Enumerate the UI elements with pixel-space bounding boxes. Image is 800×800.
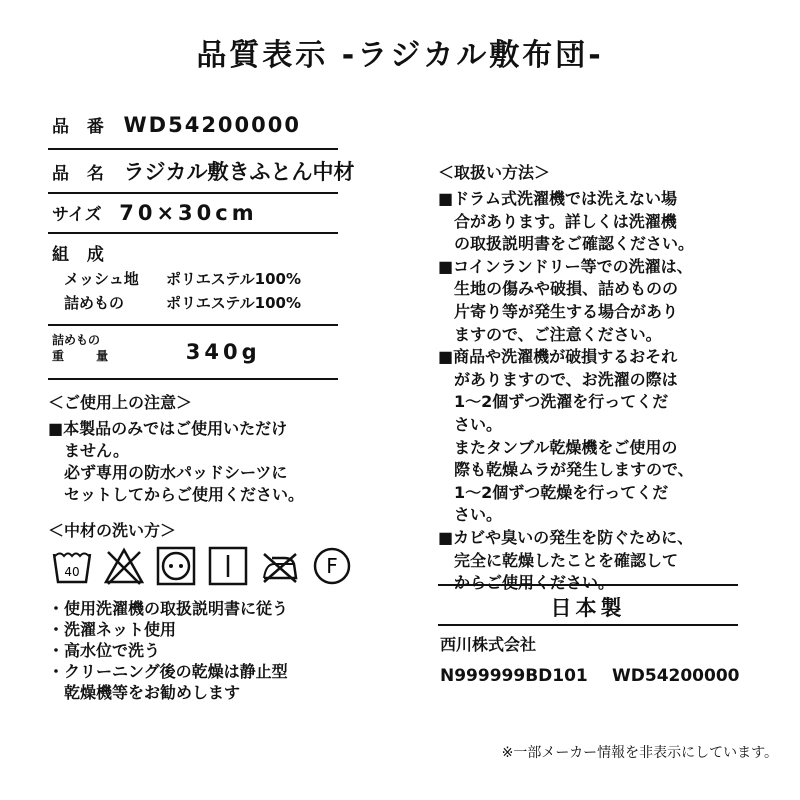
care-symbols [52, 546, 352, 586]
no-bleach-icon [104, 546, 144, 586]
wash-40-icon [52, 546, 92, 586]
divider [48, 148, 338, 150]
composition-part: 詰めもの [64, 294, 125, 312]
composition-item [64, 268, 301, 289]
divider [48, 192, 338, 194]
tumble-dry-icon [156, 546, 196, 586]
composition-material: ポリエステル100% [166, 294, 301, 312]
part-number-value: WD54200000 [123, 113, 301, 137]
composition-item [64, 292, 301, 313]
composition-row [52, 240, 110, 265]
dry-clean-f-icon [312, 546, 352, 586]
product-name-value: ラジカル敷きふとん中材 [123, 160, 355, 184]
line-dry-icon [208, 546, 248, 586]
divider [48, 378, 338, 380]
divider [48, 324, 338, 326]
washing-heading: ＜中材の洗い方＞ [48, 521, 177, 540]
weight-value: 340g [185, 340, 261, 364]
washing-instructions: ・使用洗濯機の取扱説明書に従う ・洗濯ネット使用 ・高水位で洗う ・クリーニング後の乾燥は静止型 乾燥機等をお勧めします [48, 599, 289, 702]
company-name: 西川株式会社 [440, 635, 537, 654]
caution-heading: ＜ご使用上の注意＞ [48, 393, 193, 412]
part-number-code: WD54200000 [612, 666, 740, 686]
product-name-label: 品 名 [52, 164, 110, 184]
product-name-row [52, 156, 355, 186]
handling-text: ■ドラム式洗濯機では洗えない場 合があります。詳しくは洗濯機 の取扱説明書をご確認ください。 ■コインランドリー等での洗濯は、 生地の傷みや破損、詰めものの 片寄り等が発生する場合があり ますので、ご注意ください。 ■商品や洗濯機が破損するおそれ がありますので、お洗濯の際は 1～2個ずつ洗濯を行ってくだ さい。 またタンブル乾燥機をご使用の 際も乾燥ムラが発生しますので、 1～2個ずつ乾燥を行ってくだ さい。 ■カビや臭いの発生を防ぐために、 完全に乾燥したことを確認して からご使用ください。 [438, 189, 695, 593]
size-value: 70×30cm [119, 201, 258, 225]
size-row [52, 200, 258, 225]
part-number-row [52, 112, 301, 137]
divider [438, 624, 738, 626]
weight-row [52, 332, 261, 364]
size-label: サイズ [52, 205, 102, 225]
composition-part: メッシュ地 [64, 270, 139, 288]
weight-label-2: 重 量 [52, 349, 123, 363]
composition-label: 組 成 [52, 245, 110, 265]
wash-temp: 40 [64, 565, 80, 579]
divider [48, 232, 338, 234]
part-number-label: 品 番 [52, 117, 110, 137]
composition-material: ポリエステル100% [166, 270, 301, 288]
page-title: 品質表示 -ラジカル敷布団- [196, 38, 604, 73]
divider [438, 584, 738, 586]
weight-label-1: 詰めもの [52, 333, 101, 347]
caution-text: ■本製品のみではご使用いただけ ません。 必ず専用の防水パッドシーツに セットしてからご使用ください。 [48, 419, 305, 504]
product-code: N999999BD101 [440, 666, 588, 686]
country-of-origin: 日本製 [550, 596, 626, 620]
footnote: ※一部メーカー情報を非表示にしています。 [501, 745, 778, 761]
no-iron-icon [260, 546, 300, 586]
dry-clean-letter: F [326, 554, 338, 578]
handling-heading: ＜取扱い方法＞ [438, 163, 551, 182]
